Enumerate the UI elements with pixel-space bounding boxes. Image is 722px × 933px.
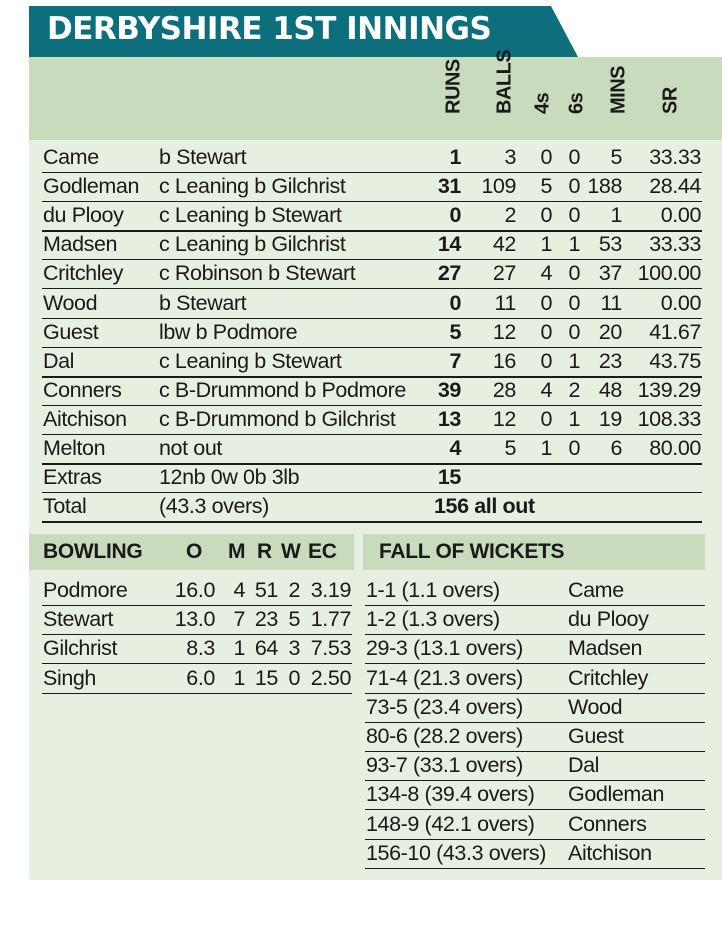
fall-of-wickets-header <box>363 534 705 570</box>
fours: 0 <box>540 290 552 315</box>
batter-name: Madsen <box>43 232 118 257</box>
fall-of-wicket-row <box>365 634 705 664</box>
col-header-sr: SR <box>659 87 682 114</box>
dismissal: c B-Drummond b Gilchrist <box>159 406 396 431</box>
batting-row <box>42 376 702 406</box>
runs: 0 <box>449 203 461 228</box>
dismissal: c Leaning b Gilchrist <box>159 174 346 199</box>
sixes: 0 <box>568 319 580 344</box>
col-header-mins: MINS <box>607 66 630 114</box>
dismissal: lbw b Podmore <box>159 319 298 344</box>
dismissal: not out <box>159 436 222 460</box>
minutes: 48 <box>598 377 622 402</box>
wicket-batter: Conners <box>568 811 647 836</box>
runs: 14 <box>437 232 461 257</box>
batting-row <box>42 201 702 232</box>
wicket-batter: Madsen <box>568 636 643 661</box>
page-title: DERBYSHIRE 1ST INNINGS <box>47 11 492 47</box>
bowling-col-o: O <box>186 540 203 563</box>
col-header-6s: 6s <box>565 92 588 114</box>
batting-row <box>42 318 702 348</box>
fall-of-wicket-row <box>365 780 705 810</box>
extras-detail: 12nb 0w 0b 3lb <box>159 465 300 490</box>
balls: 42 <box>492 232 516 257</box>
sixes: 2 <box>568 377 580 402</box>
fours: 1 <box>540 232 552 257</box>
strike-rate: 28.44 <box>649 174 701 199</box>
batting-row <box>42 289 702 319</box>
minutes: 11 <box>600 290 622 315</box>
wickets: 2 <box>288 578 300 602</box>
runs-conceded: 51 <box>254 578 278 602</box>
maidens: 1 <box>233 636 245 661</box>
minutes: 19 <box>598 406 622 431</box>
batter-name: Guest <box>43 319 99 344</box>
bowling-row <box>42 576 352 606</box>
maidens: 4 <box>233 578 245 602</box>
dismissal: c B-Drummond b Podmore <box>159 377 406 402</box>
strike-rate: 0.00 <box>660 203 701 228</box>
runs: 27 <box>437 261 461 286</box>
fall-of-wicket-row <box>365 664 705 694</box>
wickets: 5 <box>288 607 300 632</box>
balls: 3 <box>504 145 516 169</box>
bowling-row <box>42 605 352 635</box>
economy: 1.77 <box>310 607 351 632</box>
strike-rate: 100.00 <box>637 261 701 286</box>
col-header-runs: RUNS <box>442 59 465 114</box>
strike-rate: 108.33 <box>637 406 701 431</box>
maidens: 7 <box>233 607 245 632</box>
balls: 2 <box>504 203 516 228</box>
runs: 7 <box>449 348 461 373</box>
col-header-balls: BALLS <box>493 49 516 114</box>
fall-of-wicket-row <box>365 810 705 840</box>
extras-row <box>42 463 702 493</box>
batter-name: Aitchison <box>43 406 127 431</box>
bowling-col-ec: EC <box>308 540 337 563</box>
scorecard-panel <box>29 49 722 880</box>
fall-of-wicket-row <box>365 722 705 752</box>
bowling-col-w: W <box>281 540 301 563</box>
strike-rate: 0.00 <box>660 290 701 315</box>
wicket-batter: Guest <box>568 724 624 748</box>
batting-row <box>42 230 702 260</box>
sixes: 0 <box>568 290 580 315</box>
strike-rate: 139.29 <box>637 377 701 402</box>
total-score: 156 all out <box>434 494 535 519</box>
wicket-score: 148-9 (42.1 overs) <box>366 811 535 836</box>
sixes: 1 <box>568 232 580 257</box>
extras-runs: 15 <box>437 465 461 490</box>
wicket-score: 80-6 (28.2 overs) <box>366 724 523 748</box>
sixes: 0 <box>568 174 580 199</box>
overs: 6.0 <box>186 665 215 690</box>
dismissal: c Leaning b Stewart <box>159 348 342 373</box>
fall-of-wickets-title: FALL OF WICKETS <box>379 540 565 563</box>
dismissal: c Leaning b Gilchrist <box>159 232 346 257</box>
runs: 13 <box>437 406 461 431</box>
strike-rate: 41.67 <box>649 319 701 344</box>
balls: 5 <box>504 436 516 460</box>
batting-row <box>42 405 702 435</box>
total-overs: (43.3 overs) <box>159 494 269 519</box>
strike-rate: 80.00 <box>649 436 701 460</box>
bowling-row <box>42 664 352 694</box>
fours: 0 <box>540 348 552 373</box>
batting-row <box>42 172 702 202</box>
wickets: 3 <box>288 636 300 661</box>
batter-name: Melton <box>43 436 106 460</box>
wicket-score: 73-5 (23.4 overs) <box>366 694 523 719</box>
strike-rate: 33.33 <box>649 232 701 257</box>
fall-of-wicket-row <box>365 576 705 606</box>
batting-row <box>42 347 702 378</box>
economy: 3.19 <box>310 578 351 602</box>
balls: 12 <box>492 406 516 431</box>
wickets: 0 <box>288 665 300 690</box>
batter-name: Came <box>43 145 99 169</box>
runs-conceded: 64 <box>254 636 278 661</box>
fall-of-wicket-row <box>365 693 705 723</box>
total-label: Total <box>43 494 87 519</box>
strike-rate: 43.75 <box>649 348 701 373</box>
wicket-batter: Dal <box>568 753 600 778</box>
sixes: 0 <box>568 436 580 460</box>
overs: 16.0 <box>174 578 215 602</box>
runs: 0 <box>449 290 461 315</box>
batter-name: Conners <box>43 377 122 402</box>
dismissal: b Stewart <box>159 290 247 315</box>
batting-row <box>42 434 702 465</box>
wicket-batter: Critchley <box>568 665 649 690</box>
runs: 1 <box>449 145 461 169</box>
balls: 109 <box>481 174 516 199</box>
wicket-score: 156-10 (43.3 overs) <box>366 840 547 865</box>
wicket-batter: du Plooy <box>568 607 649 632</box>
runs-conceded: 23 <box>254 607 278 632</box>
runs: 4 <box>449 436 461 460</box>
sixes: 0 <box>568 203 580 228</box>
dismissal: c Leaning b Stewart <box>159 203 342 228</box>
batter-name: du Plooy <box>43 203 124 228</box>
bowling-col-r: R <box>257 540 272 563</box>
wicket-score: 1-1 (1.1 overs) <box>366 578 500 602</box>
fours: 1 <box>540 436 552 460</box>
total-row <box>42 492 702 523</box>
dismissal: c Robinson b Stewart <box>159 261 356 286</box>
col-header-4s: 4s <box>531 92 554 114</box>
batter-name: Dal <box>43 348 75 373</box>
bowling-title: BOWLING <box>43 540 143 563</box>
sixes: 0 <box>568 261 580 286</box>
batter-name: Godleman <box>43 174 139 199</box>
wicket-batter: Came <box>568 578 624 602</box>
wicket-score: 134-8 (39.4 overs) <box>366 782 535 807</box>
dismissal: b Stewart <box>159 145 247 169</box>
sixes: 1 <box>568 348 580 373</box>
fours: 4 <box>540 261 552 286</box>
minutes: 6 <box>610 436 622 460</box>
batting-row <box>42 259 702 289</box>
batting-row <box>42 143 702 173</box>
bowling-row <box>42 634 352 664</box>
balls: 16 <box>492 348 516 373</box>
strike-rate: 33.33 <box>649 145 701 169</box>
bowler-name: Stewart <box>43 607 114 632</box>
balls: 27 <box>492 261 516 286</box>
minutes: 23 <box>598 348 622 373</box>
minutes: 53 <box>598 232 622 257</box>
wicket-score: 29-3 (13.1 overs) <box>366 636 523 661</box>
runs: 39 <box>437 377 461 402</box>
extras-label: Extras <box>43 465 102 490</box>
runs: 31 <box>437 174 461 199</box>
overs: 13.0 <box>174 607 215 632</box>
bowler-name: Singh <box>43 665 96 690</box>
economy: 2.50 <box>310 665 351 690</box>
runs-conceded: 15 <box>254 665 278 690</box>
fours: 0 <box>540 406 552 431</box>
balls: 28 <box>492 377 516 402</box>
minutes: 188 <box>587 174 622 199</box>
batter-name: Critchley <box>43 261 124 286</box>
batter-name: Wood <box>43 290 98 315</box>
fours: 0 <box>540 319 552 344</box>
batting-header-band <box>29 49 722 140</box>
minutes: 1 <box>610 203 622 228</box>
wicket-score: 93-7 (33.1 overs) <box>366 753 523 778</box>
fall-of-wicket-row <box>365 751 705 781</box>
economy: 7.53 <box>310 636 351 661</box>
balls: 11 <box>494 290 516 315</box>
minutes: 37 <box>598 261 622 286</box>
wicket-score: 1-2 (1.3 overs) <box>366 607 500 632</box>
bowler-name: Podmore <box>43 578 128 602</box>
wicket-batter: Aitchison <box>568 840 652 865</box>
bowler-name: Gilchrist <box>43 636 118 661</box>
maidens: 1 <box>233 665 245 690</box>
sixes: 1 <box>568 406 580 431</box>
runs: 5 <box>449 319 461 344</box>
fours: 0 <box>540 145 552 169</box>
balls: 12 <box>492 319 516 344</box>
fall-of-wicket-row <box>365 605 705 635</box>
wicket-score: 71-4 (21.3 overs) <box>366 665 523 690</box>
fours: 0 <box>540 203 552 228</box>
bowling-col-m: M <box>228 540 246 563</box>
wicket-batter: Wood <box>568 694 623 719</box>
fours: 4 <box>540 377 552 402</box>
minutes: 5 <box>610 145 622 169</box>
fall-of-wicket-row <box>365 839 705 869</box>
bowling-header <box>29 534 354 570</box>
sixes: 0 <box>568 145 580 169</box>
fours: 5 <box>540 174 552 199</box>
minutes: 20 <box>598 319 622 344</box>
overs: 8.3 <box>186 636 215 661</box>
wicket-batter: Godleman <box>568 782 664 807</box>
